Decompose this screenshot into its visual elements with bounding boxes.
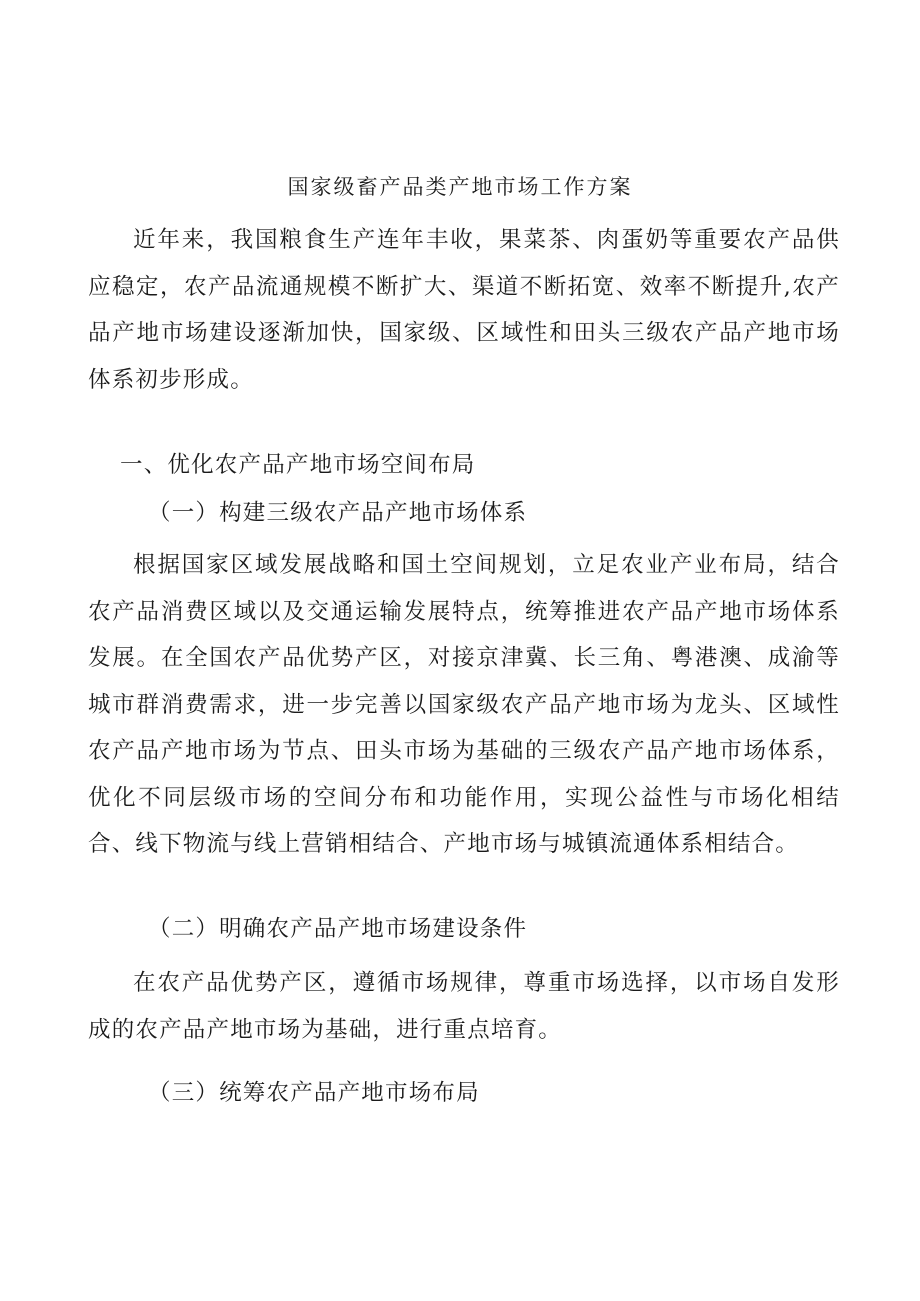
intro-paragraph: 近年来，我国粮食生产连年丰收，果菜茶、肉蛋奶等重要农产品供应稳定，农产品流通规模不断扩大、渠道不断拓宽、效率不断提升,农产品产地市场建设逐渐加快，国家级、区域性和田头三级农产品产地市场体系初步形成。	[88, 227, 840, 393]
subsection-body-1: 根据国家区域发展战略和国土空间规划，立足农业产业布局，结合农产品消费区域以及交通运输发展特点，统筹推进农产品产地市场体系发展。在全国农产品优势产区，对接京津冀、长三角、粤港澳、成渝等城市群消费需求，进一步完善以国家级农产品产地市场为龙头、区域性农产品产地市场为节点、田头市场为基础的三级农产品产地市场体系，优化不同层级市场的空间分布和功能作用，实现公益性与市场化相结合、线下物流与线上营销相结合、产地市场与城镇流通体系相结合。	[88, 552, 840, 857]
subsection-body-2: 在农产品优势产区，遵循市场规律，尊重市场选择，以市场自发形成的农产品产地市场为基础，进行重点培育。	[88, 970, 840, 1043]
subsection-heading-3: （三）统筹农产品产地市场布局	[148, 1080, 480, 1106]
section-heading: 一、优化农产品产地市场空间布局	[120, 452, 476, 478]
document-title: 国家级畜产品类产地市场工作方案	[287, 175, 633, 199]
subsection-heading-2: （二）明确农产品产地市场建设条件	[148, 916, 528, 942]
subsection-heading-1: （一）构建三级农产品产地市场体系	[148, 500, 528, 526]
